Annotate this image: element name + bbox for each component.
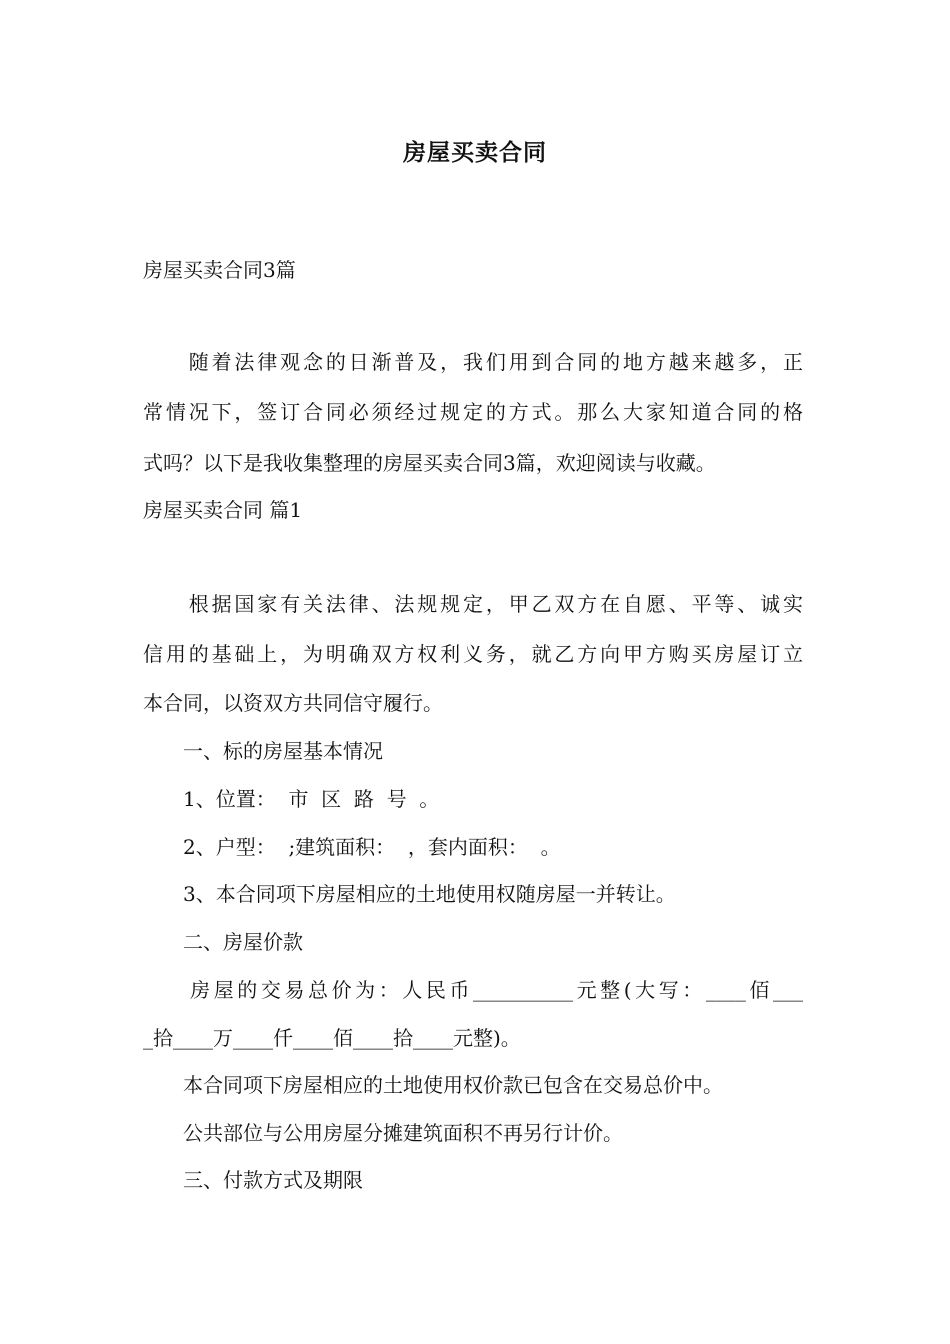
clause-heading-2: 二、房屋价款 [143,930,303,954]
section-heading-1: 房屋买卖合同 篇1 [143,498,303,522]
document-title: 房屋买卖合同 [403,140,547,166]
intro-line-2: 常情况下，签订合同必须经过规定的方式。那么大家知道合同的格 [143,400,803,424]
paragraph-line-2: 信用的基础上，为明确双方权利义务，就乙方向甲方购买房屋订立 [143,642,803,666]
intro-line-3: 式吗？以下是我收集整理的房屋买卖合同3篇，欢迎阅读与收藏。 [143,451,716,475]
price-line-1: 房屋的交易总价为：人民币__________元整(大写：____佰___ [143,978,803,1002]
clause-item-2: 2、户型： ;建筑面积： ，套内面积： 。 [143,835,561,859]
paragraph-line-3: 本合同，以资双方共同信守履行。 [143,691,443,715]
intro-line-1: 随着法律观念的日渐普及，我们用到合同的地方越来越多，正 [143,350,803,374]
clause-heading-1: 一、标的房屋基本情况 [143,739,383,763]
price-note-2: 公共部位与公用房屋分摊建筑面积不再另行计价。 [143,1121,623,1145]
price-line-2: _拾____万____仟____佰____拾____元整)。 [143,1026,521,1050]
price-note-1: 本合同项下房屋相应的土地使用权价款已包含在交易总价中。 [143,1073,723,1097]
paragraph-line-1: 根据国家有关法律、法规规定，甲乙双方在自愿、平等、诚实 [143,592,803,616]
subtitle-line: 房屋买卖合同3篇 [143,258,296,282]
clause-heading-3: 三、付款方式及期限 [143,1168,363,1192]
clause-item-3: 3、本合同项下房屋相应的土地使用权随房屋一并转让。 [143,882,676,906]
clause-item-1: 1、位置： 市 区 路 号 。 [143,787,440,811]
